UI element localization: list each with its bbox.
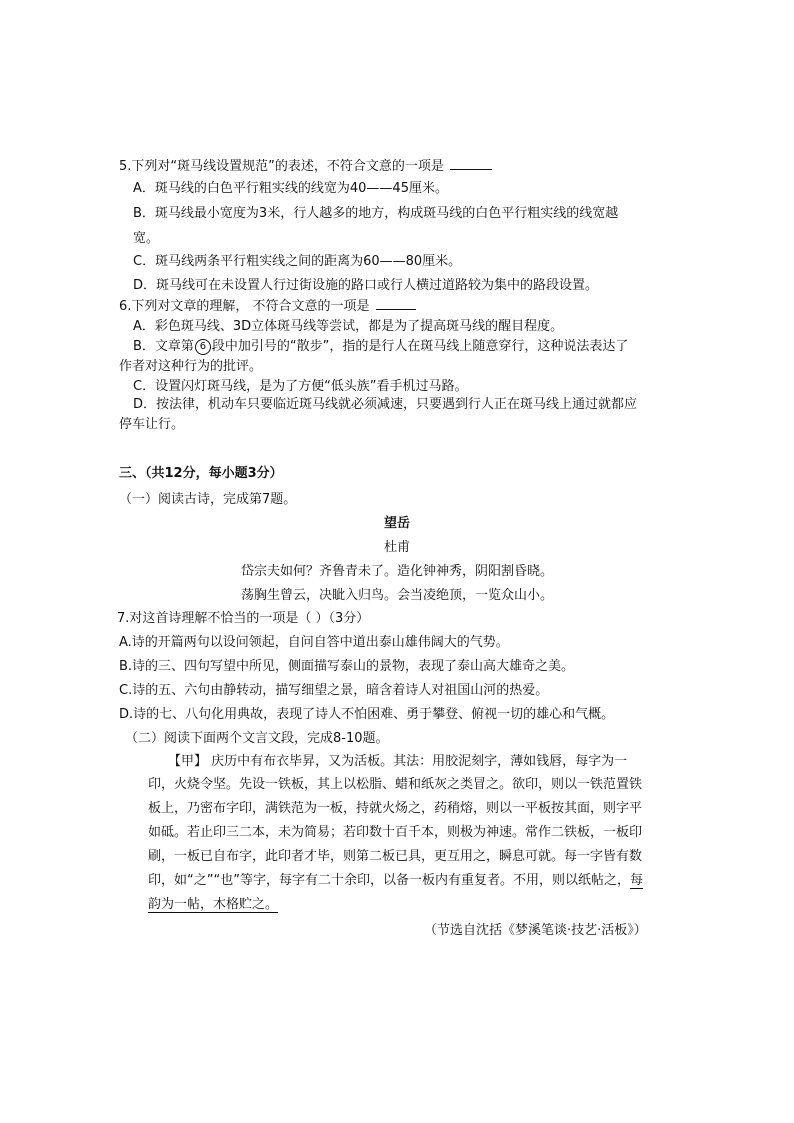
q7-stem: 7.对这首诗理解不恰当的一项是（ ）（3分） [117, 611, 370, 626]
q6-option-d-cont: 停车让行。 [119, 417, 185, 432]
passage-line: 印，火烧令坚。先设一铁板，其上以松脂、蜡和纸灰之类冒之。欲印，则以一铁范置铁 [148, 777, 643, 792]
passage-source: （节选自沈括《梦溪笔谈·技艺·活板》） [424, 923, 647, 938]
q5-option-a: A．斑马线的白色平行粗实线的线宽为40——45厘米。 [133, 181, 448, 196]
part2-heading: （二）阅读下面两个文言文段，完成8-10题。 [125, 731, 389, 746]
q5-stem [119, 157, 492, 176]
underlined-text: 韵为一帖，木格贮之。 [148, 897, 279, 912]
passage-line-underlined [148, 896, 278, 914]
passage-line: 如砥。若止印三二本，未为简易；若印数十百千本，则极为神速。常作二铁板，一板印 [148, 825, 643, 840]
q5-option-b: B．斑马线最小宽度为3米，行人越多的地方，构成斑马线的白色平行粗实线的线宽越 [133, 206, 619, 221]
q7-option-b: B.诗的三、四句写望中所见，侧面描写泰山的景物，表现了泰山高大雄奇之美。 [119, 659, 575, 674]
q6-stem [119, 297, 416, 316]
q6-b-pre: B．文章第 [133, 339, 194, 354]
section-heading: 三、（共12分，每小题3分） [119, 466, 283, 481]
q6-stem-text: 6.下列对文章的理解， 不符合文意的一项是 [119, 299, 370, 314]
q5-option-b-cont: 宽。 [133, 231, 160, 246]
underlined-text: 每 [629, 873, 643, 888]
q6-option-b-cont: 作者对这种行为的批评。 [119, 359, 263, 374]
q6-b-post: 段中加引号的“散步”，指的是行人在斑马线上随意穿行，这种说法表达了 [211, 339, 629, 354]
q6-option-b [133, 338, 628, 356]
passage-line: 刷，一板已自布字，此印者才毕，则第二板已具，更互用之，瞬息可就。每一字皆有数 [148, 849, 643, 864]
q7-option-c: C.诗的五、六句由静转动，描写细望之景，暗含着诗人对祖国山河的热爱。 [119, 683, 549, 698]
q7-option-d: D.诗的七、八句化用典故，表现了诗人不怕困难、勇于攀登、俯视一切的雄心和气概。 [119, 707, 615, 722]
poem-author: 杜甫 [383, 540, 410, 555]
q6-option-c: C．设置闪灯斑马线，是为了方便“低头族”看手机过马路。 [133, 379, 468, 394]
passage-line: 板上，乃密布字印，满铁范为一板，持就火炀之，药稍熔，则以一平板按其面，则字平 [148, 801, 643, 816]
q7-option-a: A.诗的开篇两句以设问领起，自问自答中道出泰山雄伟阔大的气势。 [119, 635, 509, 650]
q5-option-c: C．斑马线两条平行粗实线之间的距离为60——80厘米。 [133, 254, 462, 269]
poem-line-1: 岱宗夫如何？齐鲁青未了。造化钟神秀，阴阳割昏晓。 [240, 564, 553, 579]
q6-option-a: A．彩色斑马线、3D立体斑马线等尝试，都是为了提高斑马线的醒目程度。 [133, 319, 564, 334]
q6-option-d: D．按法律，机动车只要临近斑马线就必须减速，只要遇到行人正在斑马线上通过就都应 [133, 397, 638, 412]
passage-line [148, 872, 643, 890]
passage-text: 印，如“之”“也”等字，每字有二十余印，以备一板内有重复者。不用，则以纸帖之， [148, 873, 630, 888]
poem-title: 望岳 [383, 516, 410, 531]
circled-number: 6 [195, 339, 211, 355]
part1-heading: （一）阅读古诗，完成第7题。 [119, 492, 297, 507]
answer-blank [376, 297, 416, 310]
q5-option-d: D．斑马线可在未设置人行过街设施的路口或行人横过道路较为集中的路段设置。 [133, 278, 599, 293]
q5-stem-text: 5.下列对“斑马线设置规范”的表述，不符合文意的一项是 [119, 159, 444, 174]
passage-line: 【甲】 庆历中有布衣毕昇，又为活板。其法：用胶泥刻字，薄如钱唇，每字为一 [168, 754, 628, 769]
answer-blank [450, 157, 492, 170]
poem-line-2: 荡胸生曾云，决眦入归鸟。会当凌绝顶，一览众山小。 [240, 588, 553, 603]
